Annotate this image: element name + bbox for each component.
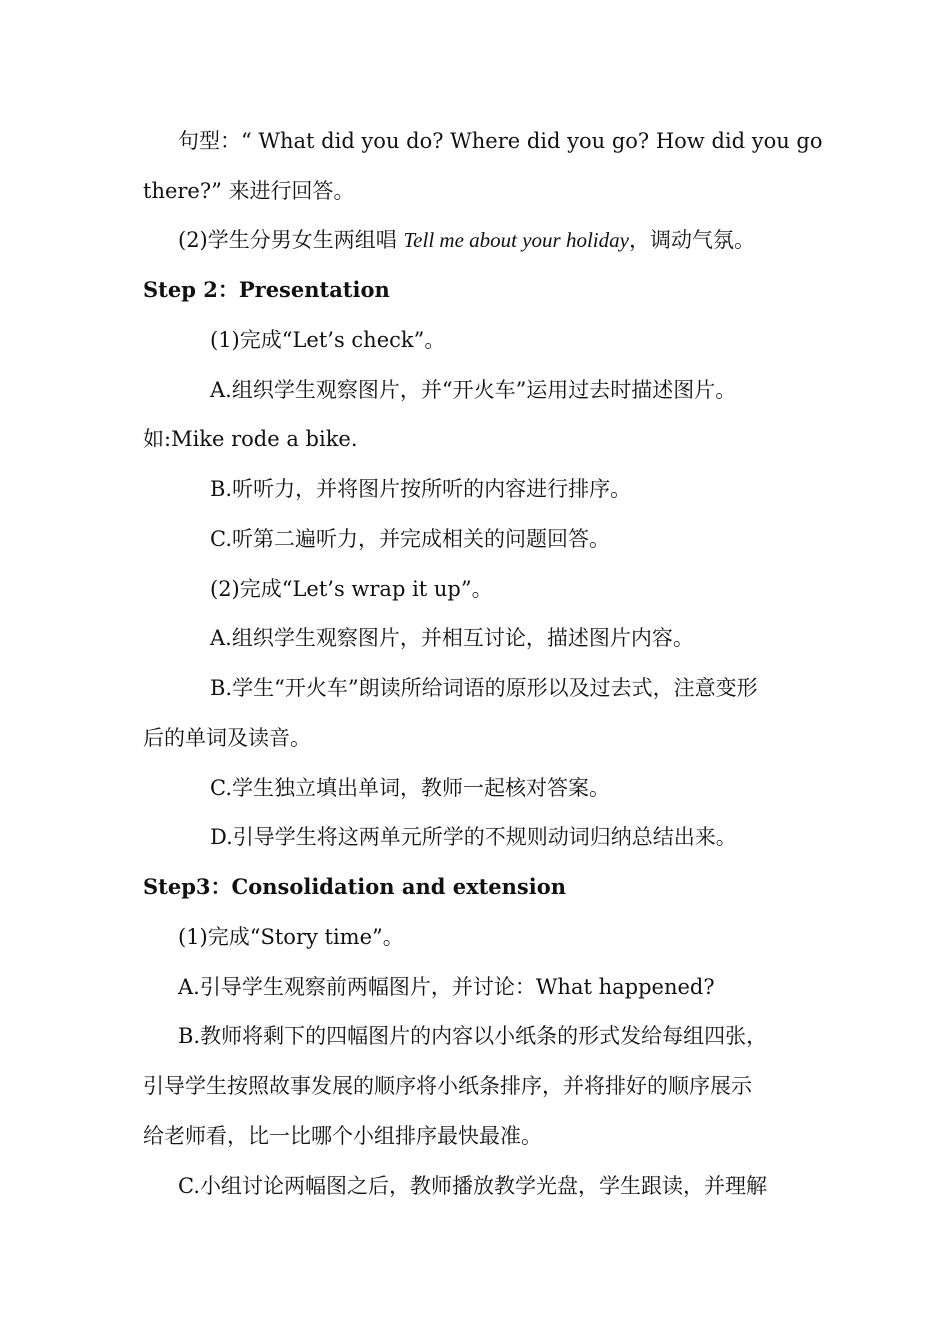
- paragraph-line: 后的单词及读音。: [143, 726, 311, 750]
- paragraph-line: 句型：“ What did you do? Where did you go? How did you go: [178, 129, 823, 153]
- paragraph-line: B.教师将剩下的四幅图片的内容以小纸条的形式发给每组四张，: [178, 1024, 768, 1048]
- paragraph-line: C.小组讨论两幅图之后，教师播放教学光盘，学生跟读，并理解: [178, 1174, 767, 1198]
- paragraph-line: B.听听力，并将图片按所听的内容进行排序。: [210, 477, 632, 501]
- paragraph-line: [178, 225, 755, 255]
- paragraph-line: C.听第二遍听力，并完成相关的问题回答。: [210, 527, 610, 551]
- paragraph-line: A.引导学生观察前两幅图片，并讨论：What happened?: [178, 975, 715, 999]
- paragraph-line: B.学生“开火车”朗读所给词语的原形以及过去式，注意变形: [210, 676, 758, 700]
- paragraph-line: 如:Mike rode a bike.: [143, 427, 358, 451]
- paragraph-line: (1)完成“Story time”。: [178, 925, 404, 949]
- paragraph-line: C.学生独立填出单词，教师一起核对答案。: [210, 776, 610, 800]
- song-title: Tell me about your holiday: [403, 228, 629, 252]
- paragraph-line: 引导学生按照故事发展的顺序将小纸条排序，并将排好的顺序展示: [143, 1074, 752, 1098]
- paragraph-line: 给老师看，比一比哪个小组排序最快最准。: [143, 1124, 542, 1148]
- paragraph-line: A.组织学生观察图片，并“开火车”运用过去时描述图片。: [210, 378, 737, 402]
- text-segment: ，调动气氛。: [628, 228, 755, 252]
- paragraph-line: there?” 来进行回答。: [143, 179, 355, 203]
- paragraph-line: (1)完成“Let’s check”。: [210, 328, 446, 352]
- text-segment: (2)学生分男女生两组唱: [178, 228, 404, 252]
- paragraph-line: (2)完成“Let’s wrap it up”。: [210, 577, 493, 601]
- step-heading: Step 2：Presentation: [143, 277, 390, 302]
- paragraph-line: A.组织学生观察图片，并相互讨论，描述图片内容。: [210, 626, 694, 650]
- paragraph-line: D.引导学生将这两单元所学的不规则动词归纳总结出来。: [210, 825, 737, 849]
- step-heading: Step3：Consolidation and extension: [143, 874, 567, 899]
